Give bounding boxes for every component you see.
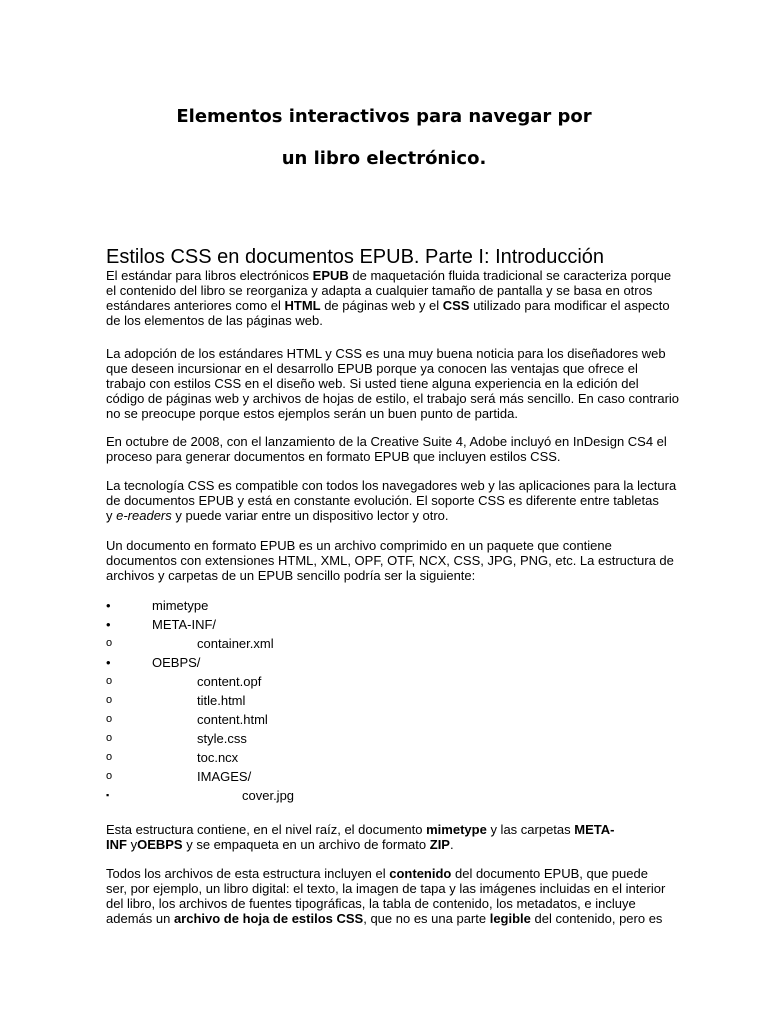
paragraph-2: La adopción de los estándares HTML y CSS es una muy buena noticia para los diseñadores web que deseen incursionar en el desarrollo EPUB porque ya conocen las ventajas que ofrece el trabajo con estilos CSS en el diseño web. Si usted tiene alguna experiencia en la edición del código de páginas web y archivos de hojas de estilo, el trabajo será más sencillo. En caso contrario no se preocupe porque estos ejemplos serán un buen punto de partida. [106,346,680,421]
document-title-line-1: Elementos interactivos para navegar por [176,106,592,127]
list-item: cover.jpg [242,788,295,803]
bullet-marker: • [106,617,111,632]
paragraph-4: La tecnología CSS es compatible con todos los navegadores web y las aplicaciones para la lectura de documentos EPUB y está en constante evolución. El soporte CSS es diferente entre tabletas y e-readers y puede variar entre un dispositivo lector y otro. [106,478,677,523]
list-item: container.xml [197,636,274,651]
list-item: OEBPS/ [152,655,201,670]
paragraph-3: En octubre de 2008, con el lanzamiento de la Creative Suite 4, Adobe incluyó en InDesign CS4 el proceso para generar documentos en formato EPUB que incluyen estilos CSS. [106,434,667,464]
list-item: toc.ncx [197,750,239,765]
circle-marker: o [106,713,113,725]
list-item: mimetype [152,598,209,613]
list-item: content.html [197,712,268,727]
document-title-line-2: un libro electrónico. [281,148,487,169]
circle-marker: o [106,732,113,744]
circle-marker: o [106,694,113,706]
paragraph-5: Un documento en formato EPUB es un archivo comprimido en un paquete que contiene documentos con extensiones HTML, XML, OPF, OTF, NCX, CSS, JPG, PNG, etc. La estructura de archivos y carpetas de un EPUB sencillo podría ser la siguiente: [106,538,674,583]
circle-marker: o [106,675,113,687]
paragraph-7: Todos los archivos de esta estructura incluyen el contenido del documento EPUB, que puede ser, por ejemplo, un libro digital: el texto, la imagen de tapa y las imágenes incluidas en el interior del libro, los archivos de fuentes tipográficas, la tabla de contenido, los metadatos, e incluye además un archivo de hoja de estilos CSS, que no es una parte legible del contenido, pero es [106,866,666,926]
paragraph-1: El estándar para libros electrónicos EPUB de maquetación fluida tradicional se caracteriza porque el contenido del libro se reorganiza y adapta a cualquier tamaño de pantalla y se basa en otros estándares anteriores como el HTML de páginas web y el CSS utilizado para modificar el aspecto de los elementos de las páginas web. [106,268,672,328]
circle-marker: o [106,751,113,763]
bullet-marker: • [106,655,111,670]
square-marker: ▪ [106,790,110,800]
circle-marker: o [106,637,113,649]
list-item: META-INF/ [152,617,217,632]
list-item: title.html [197,693,246,708]
bullet-marker: • [106,598,111,613]
section-heading: Estilos CSS en documentos EPUB. Parte I: Introducción [106,246,605,268]
circle-marker: o [106,770,113,782]
list-item: style.css [197,731,247,746]
list-item: content.opf [197,674,262,689]
list-item: IMAGES/ [197,769,252,784]
paragraph-6: Esta estructura contiene, en el nivel raíz, el documento mimetype y las carpetas META- INF yOEBPS y se empaqueta en un archivo de formato ZIP. [106,822,615,852]
